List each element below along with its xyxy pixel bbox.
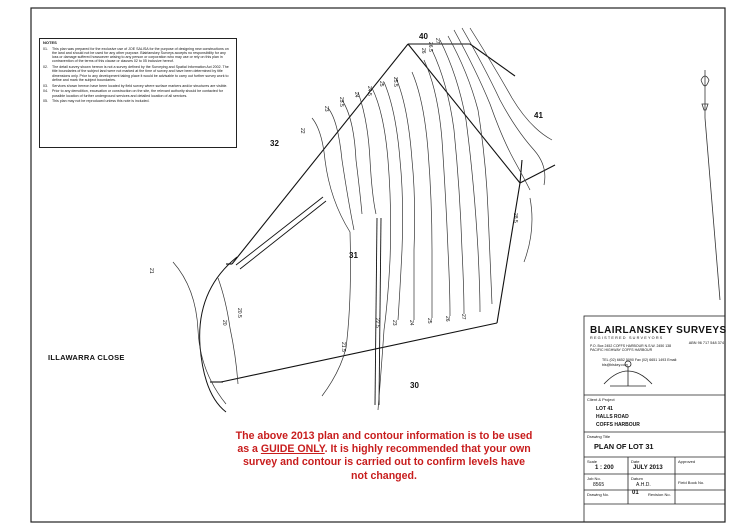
lot-boundaries bbox=[210, 44, 555, 382]
company-contact: TEL (02) 6652 5090 Fax (02) 6651 1493 Email: bls@blskey.com bbox=[602, 358, 678, 367]
contour-label: 27 bbox=[434, 38, 440, 44]
project-line-3: COFFS HARBOUR bbox=[596, 422, 640, 428]
guide-line-2-pre: as a bbox=[237, 443, 261, 456]
guide-line-3: survey and contour is carried out to confirm levels have bbox=[243, 456, 525, 469]
company-abn: ABN 96 717 548 374 bbox=[688, 341, 724, 345]
note-item bbox=[43, 84, 233, 88]
contour-label: 26.5 bbox=[427, 42, 433, 52]
note-number: 02. bbox=[43, 65, 48, 70]
note-number: 03. bbox=[43, 83, 48, 88]
contour-label: 26 bbox=[420, 48, 426, 54]
note-text: Services shown hereon have been located by field survey where surface markers and/or structures are visible. bbox=[52, 83, 228, 88]
date-value: JULY 2013 bbox=[633, 465, 663, 471]
datum-value: A.H.D. bbox=[636, 482, 651, 488]
note-number: 01. bbox=[43, 46, 48, 51]
drawing-title: PLAN OF LOT 31 bbox=[594, 442, 654, 451]
note-item bbox=[43, 89, 233, 97]
note-item bbox=[43, 65, 233, 82]
contour-label: 25 bbox=[378, 81, 384, 87]
contour-label: 24 bbox=[408, 320, 414, 326]
lot-number-30: 30 bbox=[410, 381, 419, 390]
guide-line-4: not changed. bbox=[351, 469, 417, 482]
job-value: 8565 bbox=[593, 482, 605, 488]
contour-label: 20.5 bbox=[236, 308, 242, 318]
contour-label: 25.5 bbox=[392, 77, 398, 87]
drawing-no-label: Drawing No. bbox=[587, 492, 610, 497]
lot-number-41: 41 bbox=[534, 111, 543, 120]
company-address: P.O. Box 2452 COFFS HARBOUR N.S.W. 2450 138 PACIFIC HIGHWAY COFFS HARBOUR bbox=[590, 344, 672, 353]
contour-label: 22 bbox=[299, 128, 305, 134]
date-label: Date bbox=[631, 459, 640, 464]
note-item bbox=[43, 99, 233, 103]
project-line-1: LOT 41 bbox=[596, 406, 613, 412]
drawing-title-label: Drawing Title bbox=[587, 434, 611, 439]
approved-label: Approved bbox=[678, 459, 696, 464]
notes-title: NOTES bbox=[43, 40, 57, 45]
guide-disclaimer bbox=[206, 430, 562, 483]
contour-label: 24 bbox=[353, 92, 359, 98]
contour-label: 28.5 bbox=[512, 213, 518, 223]
drawing-no-value: 01 bbox=[632, 490, 639, 496]
note-text: Prior to any demolition, excavation or construction on the site, the relevant authority should be contacted for possible location of further underground services and detailed location of all services. bbox=[52, 89, 223, 98]
contour-label: 23 bbox=[391, 320, 397, 326]
job-label: Job No. bbox=[587, 476, 601, 481]
note-item bbox=[43, 47, 233, 64]
field-book-label: Field Book No. bbox=[678, 480, 705, 485]
notes-box bbox=[39, 38, 237, 148]
note-number: 04. bbox=[43, 89, 48, 94]
company-block bbox=[590, 325, 727, 367]
contour-label: 21.5 bbox=[340, 342, 346, 352]
contour-label: 24.5 bbox=[366, 86, 372, 96]
note-text: This plan may not be reproduced unless this note is included. bbox=[52, 99, 150, 104]
guide-line-1: The above 2013 plan and contour information is to be used bbox=[235, 430, 533, 442]
contour-label: 22.5 bbox=[374, 318, 380, 328]
contour-label: 25 bbox=[426, 318, 432, 324]
lot-number-40: 40 bbox=[419, 32, 428, 41]
company-name: BLAIRLANSKEY SURVEYS bbox=[590, 325, 727, 336]
decorative-lamp-icon bbox=[701, 70, 720, 300]
contour-label: 26 bbox=[444, 316, 450, 322]
note-number: 05. bbox=[43, 99, 48, 104]
client-label: Client & Project bbox=[587, 397, 615, 402]
note-text: The detail survey shown hereon is not a survey defined by the Surveying and Spatial Information Act 2002. The title boundaries of the subject land were not marked at the time of survey and have been determined by title dimensions only. Prior to any development taking place it would be advisable to carry out further survey work to define and mark the subject boundaries. bbox=[52, 65, 229, 82]
road-name-label: ILLAWARRA CLOSE bbox=[48, 353, 125, 362]
lot-number-32: 32 bbox=[270, 139, 279, 148]
guide-only-emphasis: GUIDE ONLY bbox=[260, 443, 325, 456]
revision-label: Revision No. bbox=[648, 492, 671, 497]
contour-label: 27 bbox=[460, 314, 466, 320]
scale-value: 1 : 200 bbox=[595, 465, 614, 471]
contour-label: 23.5 bbox=[338, 97, 344, 107]
guide-line-2-post: . It is highly recommended that your own bbox=[324, 443, 531, 456]
datum-label: Datum bbox=[631, 476, 643, 481]
project-line-2: HALLS ROAD bbox=[596, 414, 629, 420]
note-text: This plan was prepared for the exclusive use of JOE SALISA for the purpose of designing new constructions on the land and should not be used for any other purpose. Blairlanskey Surveys accepts no responsibility for any loss or damage suffered howsoever arising to any person or corporation who may use or rely on this plan in contravention of the terms of this clause or clauses 02 to 05 inclusive hereof. bbox=[52, 46, 229, 64]
contour-label: 20 bbox=[221, 320, 227, 326]
contour-label: 23 bbox=[323, 106, 329, 112]
contour-label: 21 bbox=[148, 268, 154, 274]
scale-label: Scale bbox=[587, 459, 598, 464]
lot-number-31: 31 bbox=[349, 251, 358, 260]
guide-line-2 bbox=[206, 443, 562, 456]
company-subtitle: REGISTERED SURVEYORS bbox=[590, 336, 664, 340]
